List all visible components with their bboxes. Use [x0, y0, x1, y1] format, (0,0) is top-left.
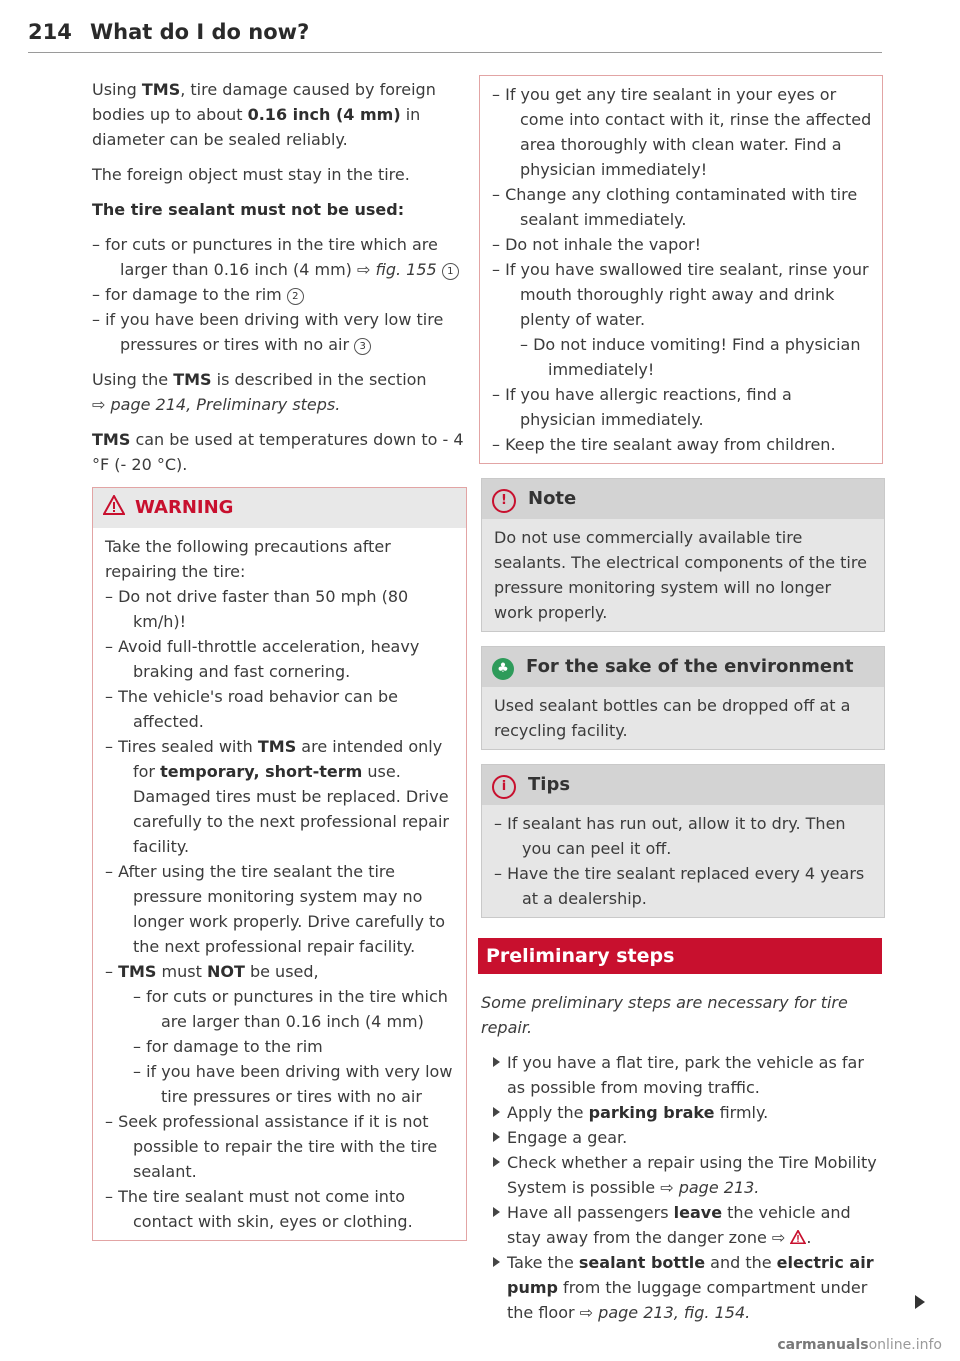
list-item: – TMS must NOT be used, [105, 962, 319, 981]
note-header: ! Note [482, 479, 884, 519]
arrow-icon [493, 1257, 500, 1267]
page-link[interactable]: ⇨ page 214, Preliminary steps. [92, 395, 341, 414]
step-item: Apply the parking brake firmly. [481, 1100, 885, 1125]
arrow-icon [493, 1132, 500, 1142]
list-item: – if you have been driving with very low tire pressures or tires with no air 3 [92, 310, 444, 354]
list-item: – for damage to the rim [133, 1037, 323, 1056]
note-box: ! Note Do not use commercially available tire sealants. The electrical components of the tire pressure monitoring system will no longer work properly. [481, 478, 885, 632]
list-item: – Seek professional assistance if it is not possible to repair the tire with the tire sealant. [105, 1112, 438, 1181]
figure-link[interactable]: ⇨ fig. 155 [356, 260, 437, 279]
environment-header: ♣ For the sake of the environment [482, 647, 884, 687]
list-item: – Do not drive faster than 50 mph (80 km/h)! [105, 587, 409, 631]
page-number: 214 [28, 20, 72, 44]
step-item: Take the sealant bottle and the electric air pump from the luggage compartment under the floor ⇨ page 213, fig. 154. [481, 1250, 885, 1325]
list-item: – If you have allergic reactions, find a physician immediately. [492, 385, 792, 429]
list-item: – for cuts or punctures in the tire which are larger than 0.16 inch (4 mm) ⇨ fig. 155 1 [92, 232, 467, 282]
step-item: Check whether a repair using the Tire Mobility System is possible ⇨ page 213. [481, 1150, 885, 1200]
list-item: – Have the tire sealant replaced every 4 years at a dealership. [494, 864, 865, 908]
usage-paragraph: Using the TMS is described in the section ⇨ page 214, Preliminary steps. [92, 370, 427, 414]
warning-body: Take the following precautions after repairing the tire: – Do not drive faster than 50 mph (80 km/h)! – Avoid full-throttle acceleration, heavy braking and fast cornering. – The vehicle's road behavior can be affected. – Tires sealed with TMS are intended only for temporary, short-term use. Damaged tires must be replaced. Drive carefully to the next professional repair facility. – After using the tire sealant the tire pressure monitoring system may no longer work properly. Drive carefully to the next professional repair facility. – TMS must NOT be used, – for cuts or punctures in the tire which are larger than 0.16 inch (4 mm) – for damage to the rim – if you have been driving with very low tire pressures or tires with no air – Seek professional assistance if it is not possible to repair the tire with the tire sealant. – The tire sealant must not come into contact with skin, eyes or clothing. [93, 528, 466, 1240]
list-item: – Keep the tire sealant away from children. [492, 435, 836, 454]
arrow-icon [493, 1107, 500, 1117]
warning-triangle-icon [103, 495, 125, 515]
page-link[interactable]: ⇨ page 213, fig. 154. [579, 1303, 751, 1322]
list-item: – The vehicle's road behavior can be affected. [105, 687, 398, 731]
warning-box [92, 487, 467, 1241]
list-item: – If sealant has run out, allow it to dry. Then you can peel it off. [494, 814, 846, 858]
temperature-paragraph: TMS can be used at temperatures down to - 4 °F (- 20 °C). [92, 430, 464, 474]
list-item: – Avoid full-throttle acceleration, heavy braking and fast cornering. [105, 637, 420, 681]
step-item: If you have a flat tire, park the vehicle as far as possible from moving traffic. [481, 1050, 885, 1100]
step-item: Have all passengers leave the vehicle and stay away from the danger zone ⇨ . [481, 1200, 885, 1250]
list-item: – for cuts or punctures in the tire which are larger than 0.16 inch (4 mm) [133, 987, 448, 1031]
continue-arrow-icon [915, 1295, 925, 1309]
list-item: – Do not inhale the vapor! [492, 235, 702, 254]
callout-3-icon: 3 [354, 338, 371, 355]
exclamation-icon: ! [492, 489, 516, 513]
chapter-title: What do I do now? [90, 20, 310, 44]
warning-continued-box [479, 75, 883, 464]
environment-box: ♣ For the sake of the environment Used sealant bottles can be dropped off at a recycling facility. [481, 646, 885, 750]
foreign-object-paragraph: The foreign object must stay in the tire. [92, 165, 410, 184]
arrow-icon [493, 1157, 500, 1167]
section-intro: Some preliminary steps are necessary for tire repair. [481, 993, 848, 1037]
right-column [481, 77, 885, 1325]
list-item: – if you have been driving with very low tire pressures or tires with no air [133, 1062, 453, 1106]
footer-watermark: carmanualsonline.info [777, 1337, 942, 1353]
page-link[interactable]: ⇨ page 213. [660, 1178, 760, 1197]
list-item: – for damage to the rim 2 [92, 282, 467, 307]
callout-1-icon: 1 [442, 263, 459, 280]
arrow-icon [493, 1057, 500, 1067]
list-item: – Do not induce vomiting! Find a physician immediately! [520, 335, 861, 379]
step-item: Engage a gear. [481, 1125, 885, 1150]
list-item: – If you have swallowed tire sealant, rinse your mouth thoroughly right away and drink plenty of water. [492, 260, 869, 329]
list-item: – If you get any tire sealant in your eyes or come into contact with it, rinse the affected area thoroughly with clean water. Find a physician immediately! [492, 85, 872, 179]
arrow-icon [493, 1207, 500, 1217]
list-item: – Tires sealed with TMS are intended only for temporary, short-term use. Damaged tires must be replaced. Drive carefully to the next professional repair facility. [105, 737, 449, 856]
not-used-heading: The tire sealant must not be used: [92, 200, 405, 219]
callout-2-icon: 2 [287, 288, 304, 305]
leaf-icon: ♣ [492, 658, 514, 680]
list-item: – After using the tire sealant the tire pressure monitoring system may no longer work properly. Drive carefully to the next professional repair facility. [105, 862, 446, 956]
warning-header: WARNING [93, 488, 466, 528]
tips-box [481, 764, 885, 918]
list-item: – The tire sealant must not come into contact with skin, eyes or clothing. [105, 1187, 413, 1231]
info-icon: i [492, 775, 516, 799]
list-item: – Change any clothing contaminated with tire sealant immediately. [492, 185, 858, 229]
section-title: Preliminary steps [478, 938, 882, 974]
warning-triangle-icon[interactable] [790, 1230, 806, 1244]
page-header [28, 16, 882, 53]
intro-paragraph: Using TMS, tire damage caused by foreign bodies up to about 0.16 inch (4 mm) in diameter can be sealed reliably. [92, 80, 436, 149]
left-column [92, 77, 467, 1241]
tips-header: i Tips [482, 765, 884, 805]
